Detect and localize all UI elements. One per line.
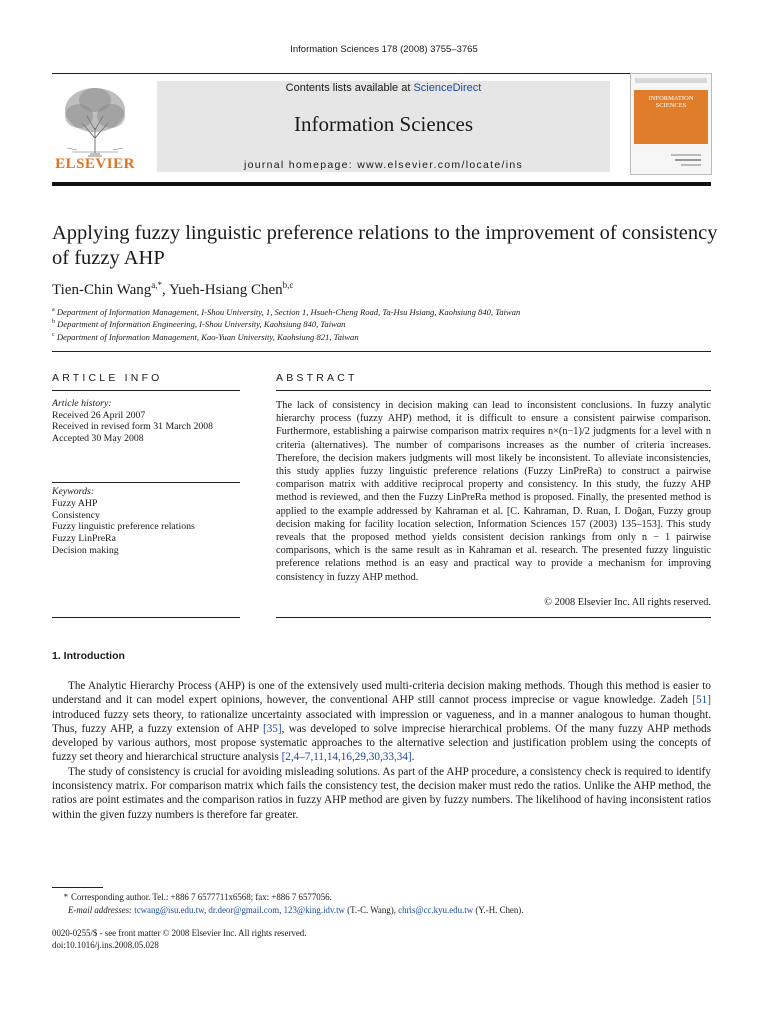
- abstract-text: The lack of consistency in decision making can lead to inconsistent conclusions. In fuzzy analytic hierarchy process (fuzzy AHP) method, it is difficult to ensure a consistent pairwise comparison. Furthermore, establishing a pairwise comparison matrix requires n×(n−1)/2 judgments for a level with n criteria (alternatives). The number of comparisons increases as the number of criteria increases. Therefore, the decision makers judgments will most likely be inconsistent. To alleviate inconsistencies, this study applies fuzzy linguistic preference relations (Fuzzy LinPreRa) to construct a pairwise comparison matrix with additive reciprocal property and consistency. In this study, the fuzzy AHP method is reviewed, and then the Fuzzy LinPreRa method is proposed. Finally, the presented method is applied to the example addressed by Kahraman et al. [C. Kahraman, D. Ruan, I. Doğan, Fuzzy group decision making for facility location selection, Information Sciences 157 (2003) 135–153]. This study reveals that the proposed method yields consistent decision rankings from only n − 1 pairwise comparisons, which is the same result as in Kahraman et al. research. The presented fuzzy linguistic preference relations method is an easy and practical way to provide a mechanism for improving consistency in fuzzy AHP method.: [276, 400, 711, 583]
- article-history: [52, 398, 213, 444]
- front-matter-notice: 0020-0255/$ - see front matter © 2008 Elsevier Inc. All rights reserved.: [52, 928, 307, 938]
- keyword: Decision making: [52, 544, 119, 556]
- cover-elsevier-mark: [667, 152, 707, 168]
- history-accepted: Accepted 30 May 2008: [52, 432, 144, 444]
- journal-citation: Information Sciences 178 (2008) 3755–3765: [290, 44, 478, 55]
- email-link[interactable]: dr.deor@gmail.com: [208, 904, 280, 915]
- keywords-list: [52, 486, 195, 557]
- corresponding-author-contact: Corresponding author. Tel.: +886 7 6577711x6568; fax: +886 7 6577056.: [71, 892, 332, 902]
- email-owner-wang: (T.-C. Wang),: [347, 904, 396, 915]
- article-title: Applying fuzzy linguistic preference relations to the improvement of consistency of fuzzy AHP: [52, 222, 718, 269]
- author-name: Tien-Chin Wang: [52, 282, 152, 298]
- journal-homepage[interactable]: journal homepage: www.elsevier.com/locate/ins: [243, 159, 524, 171]
- abstract-heading: ABSTRACT: [276, 372, 358, 384]
- abstract-copyright: © 2008 Elsevier Inc. All rights reserved.: [544, 597, 711, 608]
- article-front-matter: [52, 928, 306, 951]
- article-info-rule: [52, 390, 240, 391]
- introduction-paragraph-1: [52, 679, 711, 765]
- email-link[interactable]: chris@cc.kyu.edu.tw: [398, 904, 474, 915]
- elsevier-wordmark: ELSEVIER: [55, 156, 135, 172]
- keyword: Fuzzy AHP: [52, 497, 98, 509]
- corresponding-author-footnote: * Corresponding author. Tel.: +886 7 6577711x6568; fax: +886 7 6577056. E-mail addresses: tcwang@isu.edu.tw, dr.deor@gmail.com, 123@king.idv.tw (T.-C. Wang), chris@cc.kyu.edu.tw (Y.-H. Chen).: [52, 891, 711, 916]
- history-label: Article history:: [52, 398, 112, 409]
- contents-available: [157, 82, 610, 94]
- paragraph-text: , was developed to solve imprecise hierarchical problems. Of the many fuzzy AHP methods developed by various authors, most propose systematic approaches to the alternative selection and justification problem using the concepts of fuzzy set theory and hierarchical structure analysis: [52, 722, 711, 764]
- author-name: Yueh-Hsiang Chen: [168, 282, 283, 298]
- introduction-body: [52, 679, 711, 822]
- footnote-rule: [52, 887, 103, 888]
- paragraph-text: The Analytic Hierarchy Process (AHP) is one of the extensively used multi-criteria decision making methods. Though this method is easier to understand and it can model expert opinions, however, the conventional AHP still cannot process imprecise or vague knowledge. Zadeh: [52, 680, 711, 707]
- paragraph-text: introduced fuzzy sets theory, to rationalize uncertainty associated with impression or vagueness, and in a manner analogous to human thought. Thus, fuzzy AHP, a fuzzy extension of AHP: [52, 708, 711, 735]
- affiliation-c: $^c$ Department of Information Management, Kao-Yuan University, Kaohsiung 821, Taiwan: [52, 332, 359, 342]
- abstract-top-rule: [276, 390, 711, 391]
- abstract-bottom-rule: [276, 617, 711, 618]
- citation-link[interactable]: [51]: [692, 694, 711, 707]
- keywords-rule: [52, 482, 240, 483]
- author-affiliation-mark[interactable]: b,c: [282, 280, 294, 290]
- history-revised: Received in revised form 31 March 2008: [52, 421, 214, 433]
- history-received: Received 26 April 2007: [52, 409, 146, 421]
- email-owner-chen: (Y.-H. Chen).: [475, 904, 524, 915]
- cover-top-band: [635, 78, 707, 83]
- affiliation-a: $^a$ Department of Information Management, I-Shou University, 1, Section 1, Hsueh-Cheng Road, Ta-Hsu Hsiang, Kaohsiung 840, Taiwan: [52, 307, 521, 317]
- article-info-bottom-rule: [52, 617, 240, 618]
- journal-title: Information Sciences: [293, 112, 474, 136]
- header-bottom-rule: [52, 182, 711, 186]
- keywords-label: Keywords:: [52, 486, 95, 497]
- email-label: E-mail addresses:: [68, 904, 133, 915]
- email-link[interactable]: tcwang@isu.edu.tw: [134, 904, 204, 915]
- introduction-heading: 1. Introduction: [52, 650, 125, 662]
- header-top-rule: [52, 73, 711, 74]
- keyword: Consistency: [52, 509, 100, 521]
- footnote-mark: *: [63, 892, 68, 902]
- sciencedirect-link[interactable]: ScienceDirect: [413, 82, 482, 94]
- citation-link[interactable]: [2,4–7,11,14,16,29,30,33,34]: [281, 751, 412, 764]
- journal-cover-image: [630, 73, 712, 175]
- author-affiliation-mark[interactable]: a,*: [151, 280, 162, 290]
- author-list: [52, 280, 293, 299]
- cover-title: INFORMATION SCIENCES: [648, 95, 694, 109]
- author-separator: ,: [161, 282, 169, 298]
- article-doi[interactable]: doi:10.1016/j.ins.2008.05.028: [52, 939, 159, 950]
- keyword: Fuzzy linguistic preference relations: [52, 521, 195, 533]
- email-link[interactable]: 123@king.idv.tw: [283, 904, 345, 915]
- affiliation-rule: [52, 351, 711, 352]
- citation-link[interactable]: [35]: [262, 722, 282, 735]
- introduction-paragraph-2: The study of consistency is crucial for avoiding misleading solutions. As part of the AHP procedure, a consistency check is required to identify inconsistency matrix. For comparison matrix which fails the consistency test, the decision maker must redo the ratios. Unlike the AHP method, the ratios are point estimates and the comparison ratios in fuzzy AHP method are given by fuzzy numbers. The likelihood of having inconsistent ratios within the given fuzzy numbers is therefore far greater.: [52, 765, 711, 821]
- contents-prefix: Contents lists available at: [285, 82, 414, 94]
- affiliation-b: $^b$ Department of Information Engineering, I-Shou University, Kaohsiung 840, Taiwan: [52, 319, 346, 329]
- article-info-heading: ARTICLE INFO: [52, 372, 163, 384]
- paragraph-text: .: [411, 751, 415, 764]
- keyword: Fuzzy LinPreRa: [52, 533, 116, 545]
